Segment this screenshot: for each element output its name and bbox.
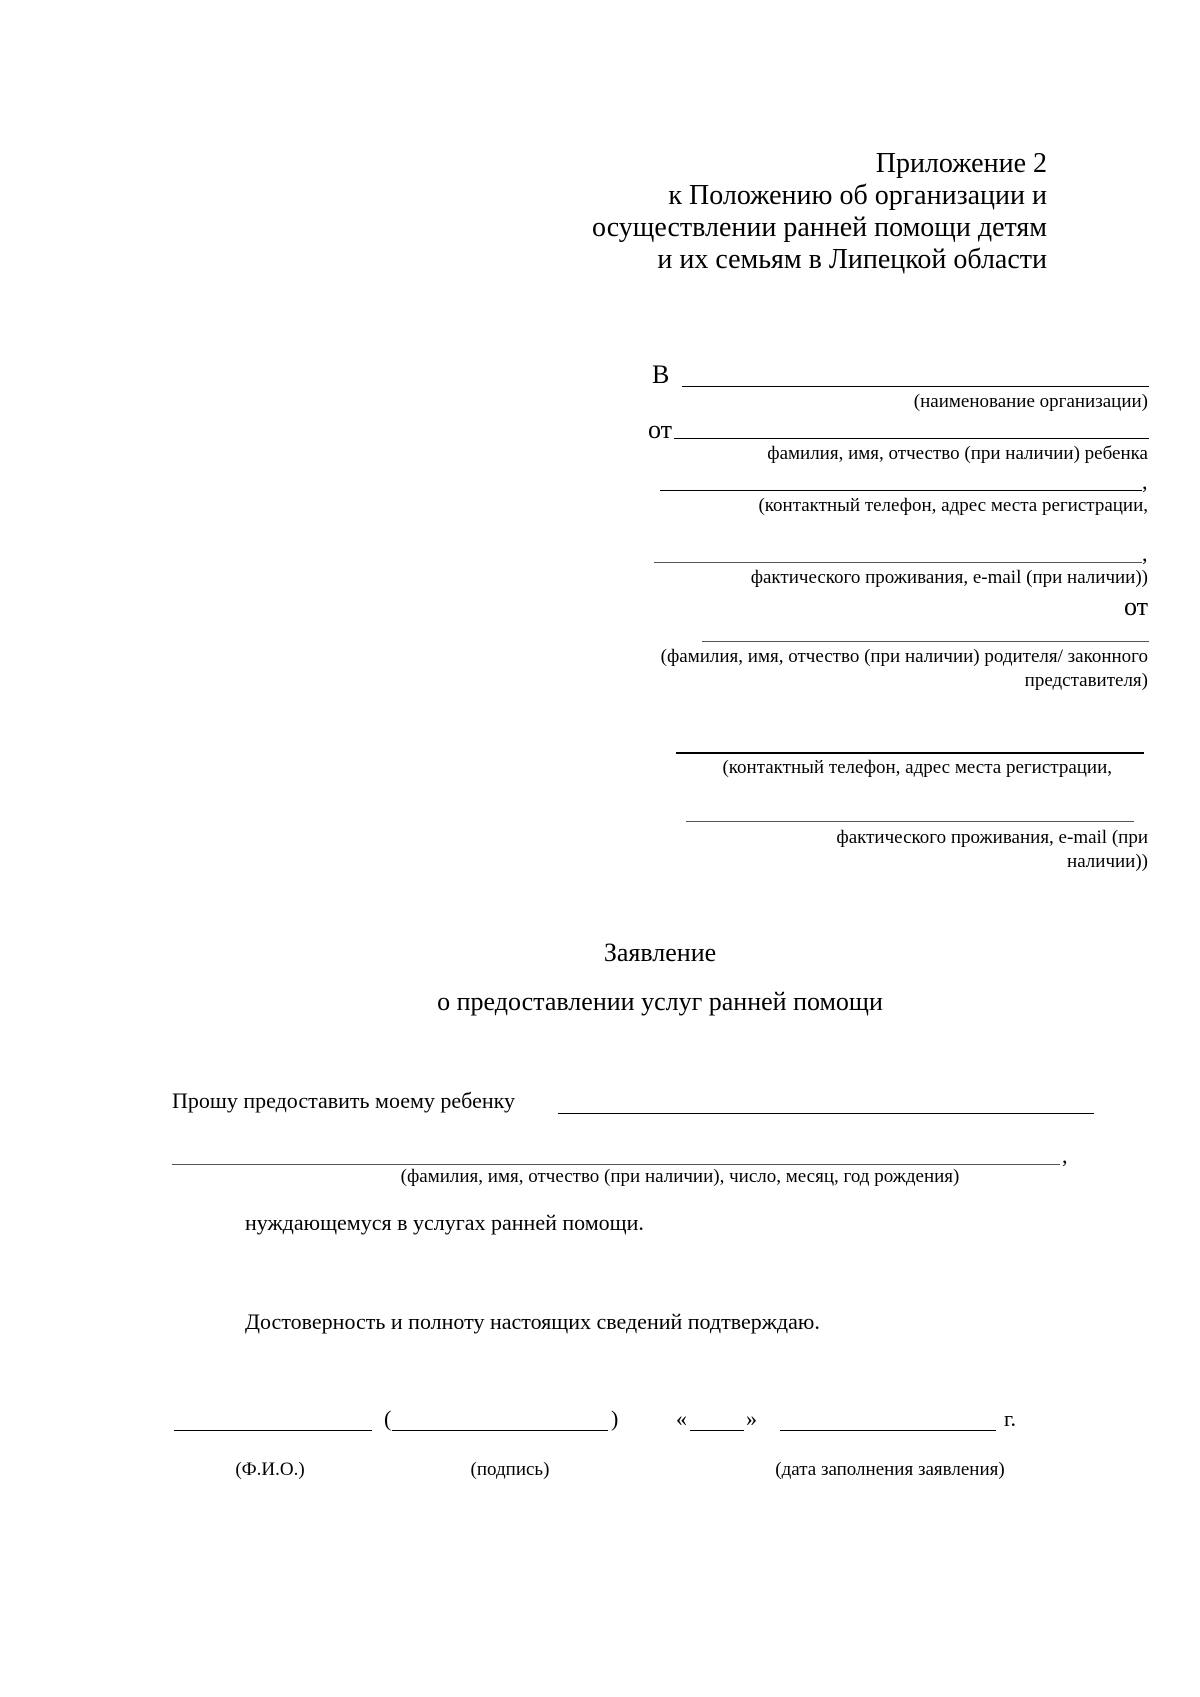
parent-name-field[interactable] xyxy=(702,641,1149,642)
parent-contact-caption: (контактный телефон, адрес места регистрации, xyxy=(722,757,1112,778)
sign-close-paren: ) xyxy=(611,1406,619,1431)
parent-name-caption-1: (фамилия, имя, отчество (при наличии) родителя/ законного xyxy=(660,646,1148,667)
confirm-text: Достоверность и полноту настоящих сведений подтверждаю. xyxy=(245,1309,820,1334)
request-text: Прошу предоставить моему ребенку xyxy=(172,1088,515,1113)
annex-line-1: Приложение 2 xyxy=(875,148,1047,179)
day-quote-close: » xyxy=(746,1406,757,1431)
annex-header xyxy=(527,148,1047,276)
parent-residence-caption-1: фактического проживания, e-mail (при xyxy=(836,827,1148,848)
organization-field[interactable] xyxy=(682,386,1149,387)
child-data-caption: (фамилия, имя, отчество (при наличии), число, месяц, год рождения) xyxy=(400,1166,960,1187)
to-label: В xyxy=(652,360,670,389)
child-contact-caption: (контактный телефон, адрес места регистрации, xyxy=(758,495,1148,516)
year-suffix: г. xyxy=(1004,1406,1017,1431)
annex-line-4: и их семьям в Липецкой области xyxy=(657,244,1047,275)
child-residence-caption: фактического проживания, e-mail (при наличии)) xyxy=(750,567,1148,588)
date-caption: (дата заполнения заявления) xyxy=(775,1459,1005,1480)
month-year-field[interactable] xyxy=(780,1430,996,1431)
from-label-parent: от xyxy=(1123,592,1148,621)
child-residence-field[interactable] xyxy=(654,562,1142,563)
document-title: Заявление xyxy=(603,938,717,967)
document-subtitle: о предоставлении услуг ранней помощи xyxy=(437,987,883,1016)
annex-line-3: осуществлении ранней помощи детям xyxy=(592,212,1047,243)
sign-open-paren: ( xyxy=(384,1406,392,1431)
signature-field[interactable] xyxy=(392,1430,608,1431)
child-residence-comma: , xyxy=(1142,541,1148,566)
day-quote-open: « xyxy=(676,1406,687,1431)
fio-caption: (Ф.И.О.) xyxy=(235,1459,305,1480)
need-text: нуждающемуся в услугах ранней помощи. xyxy=(245,1210,644,1235)
child-contact-comma: , xyxy=(1142,469,1148,494)
annex-line-2: к Положению об организации и xyxy=(668,180,1047,211)
child-name-caption: фамилия, имя, отчество (при наличии) ребенка xyxy=(767,443,1148,464)
signature-caption: (подпись) xyxy=(470,1459,550,1480)
day-field[interactable] xyxy=(690,1430,744,1431)
parent-residence-field[interactable] xyxy=(686,821,1134,822)
organization-caption: (наименование организации) xyxy=(913,391,1148,412)
fio-field[interactable] xyxy=(174,1430,372,1431)
parent-contact-field[interactable] xyxy=(676,752,1144,754)
parent-name-caption-2: представителя) xyxy=(1024,670,1148,691)
child-name-field[interactable] xyxy=(674,438,1149,439)
from-label-child: от xyxy=(648,415,673,444)
child-data-comma: , xyxy=(1062,1143,1068,1168)
parent-residence-caption-2: наличии)) xyxy=(1067,851,1148,872)
child-contact-field[interactable] xyxy=(660,490,1142,491)
child-data-field-1[interactable] xyxy=(558,1113,1094,1114)
